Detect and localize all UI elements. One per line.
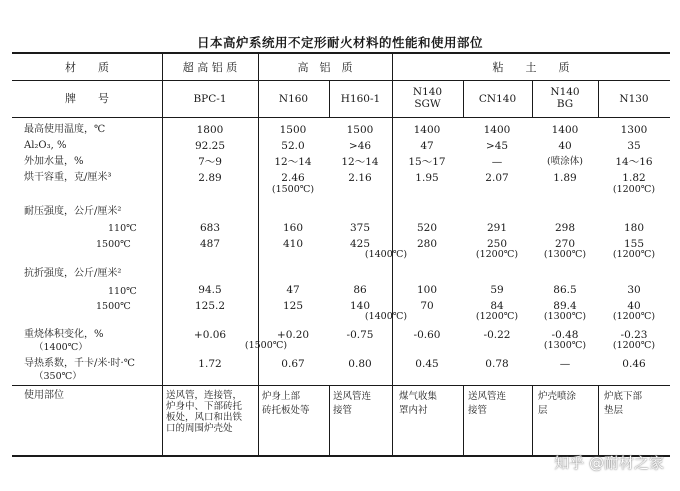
cell: —: [559, 358, 571, 370]
usage-line: 炉身上部: [262, 391, 301, 402]
grade-bpc1: BPC-1: [193, 93, 227, 105]
cell: -0.23: [620, 329, 648, 341]
usage-line: 炉底下部: [604, 391, 643, 402]
cell-note: (1300℃): [543, 249, 587, 260]
cell: 425: [349, 238, 371, 250]
label-water: 外加水量，%: [24, 156, 84, 167]
label-flexural: 抗折强度，公斤/厘米²: [24, 268, 122, 279]
cell: 35: [627, 140, 641, 152]
usage-line: 口的周围炉壳处: [166, 423, 233, 434]
cell: 375: [349, 222, 371, 234]
cell: 70: [420, 300, 434, 312]
usage-divider: [12, 385, 670, 386]
label-max-temp: 最高使用温度，℃: [24, 124, 106, 135]
cell: 0.80: [348, 358, 372, 370]
cell: 1.82: [622, 172, 646, 184]
usage-line: 板处，风口和出铁: [166, 412, 243, 423]
cell-note: (1200℃): [612, 249, 656, 260]
cell-note: (1500℃): [244, 340, 288, 351]
usage-line: 接管: [468, 405, 488, 416]
cell: 2.07: [485, 172, 509, 184]
grade-n130: N130: [619, 93, 649, 105]
cell: 30: [627, 284, 641, 296]
usage-line: 层: [538, 405, 548, 416]
cell: 86: [353, 284, 367, 296]
cell: 89.4: [553, 300, 577, 312]
cell: 14～16: [615, 156, 653, 168]
cell: —: [491, 156, 503, 168]
cell: 520: [416, 222, 438, 234]
cell: 1800: [196, 124, 224, 136]
usage-line: 送风管连: [468, 391, 507, 402]
grade-n140sgw-bottom: SGW: [414, 98, 441, 110]
cell-note: (1300℃): [543, 311, 587, 322]
cell: 86.5: [553, 284, 577, 296]
cell-note: (1400℃): [364, 249, 408, 260]
cell: 1.72: [198, 358, 222, 370]
cell: 0.45: [415, 358, 439, 370]
col-divider-label: [162, 54, 163, 455]
cell: 280: [416, 238, 438, 250]
group-high-alumina: 高 铝 质: [297, 61, 353, 74]
cell: 1300: [620, 124, 648, 136]
cell: 180: [623, 222, 645, 234]
cell: 92.25: [194, 140, 226, 152]
usage-line: 罩内衬: [399, 405, 428, 416]
cell-note: (1400℃): [364, 311, 408, 322]
usage-cn140: [468, 390, 506, 418]
grade-header: 牌 号: [65, 92, 109, 105]
label-reheat: 重烧体积变化，%: [24, 329, 104, 340]
usage-n140bg: [538, 390, 576, 418]
cell: 291: [486, 222, 508, 234]
cell: 0.46: [622, 358, 646, 370]
label-usage: 使用部位: [24, 390, 64, 401]
cell: 683: [199, 222, 221, 234]
cell: 40: [627, 300, 641, 312]
cell: 298: [554, 222, 576, 234]
usage-h160: [333, 390, 371, 418]
usage-line: 炉身中、下部砖托: [166, 401, 243, 412]
cell: 160: [282, 222, 304, 234]
cell: 94.5: [198, 284, 222, 296]
usage-line: 砖托板处等: [262, 405, 310, 416]
cell: 15～17: [408, 156, 446, 168]
label-comp-110: 110℃: [108, 223, 137, 234]
cell: 487: [199, 238, 221, 250]
label-thermal: 导热系数，千卡/米·时·℃: [24, 358, 135, 369]
label-flex-110: 110℃: [108, 286, 137, 297]
cell-note: (1200℃): [612, 340, 656, 351]
cell: (喷涂体): [547, 156, 583, 167]
col-divider-2-usage: [329, 385, 330, 455]
cell: 12～14: [341, 156, 379, 168]
grade-n140sgw-top: N140: [412, 86, 443, 98]
col-divider-4-usage: [463, 385, 464, 455]
cell-note: (1300℃): [543, 340, 587, 351]
cell: -0.60: [413, 329, 441, 341]
cell: 270: [554, 238, 576, 250]
cell: 52.0: [281, 140, 305, 152]
grade-n160: N160: [278, 93, 309, 105]
cell: 12～14: [274, 156, 312, 168]
usage-n160: [262, 390, 310, 418]
top-rule: [12, 52, 670, 54]
cell: +0.06: [193, 329, 227, 341]
cell-note: (1200℃): [475, 311, 519, 322]
col-divider-6-usage: [598, 385, 599, 455]
label-comp-1500: 1500℃: [96, 239, 131, 250]
group-ultra-high-alumina: 超 高 铝 质: [182, 61, 238, 74]
watermark: 知乎 @耐材之家: [554, 454, 664, 472]
cell: +0.20: [276, 329, 310, 341]
col-divider-5-usage: [532, 385, 533, 455]
cell: 1.95: [415, 172, 439, 184]
col-divider-1: [258, 54, 259, 455]
grade-n140bg-top: N140: [550, 86, 580, 98]
grade-cn140: CN140: [478, 93, 517, 105]
cell: 47: [286, 284, 300, 296]
cell: 1400: [483, 124, 511, 136]
cell: >46: [348, 140, 372, 152]
cell: 2.46: [281, 172, 305, 184]
cell-note: (1500℃): [271, 184, 315, 195]
grade-divider: [12, 117, 670, 118]
cell: 1.89: [553, 172, 577, 184]
cell: 2.16: [348, 172, 372, 184]
cell: -0.48: [551, 329, 579, 341]
usage-bpc1: [166, 390, 242, 434]
cell: 0.67: [281, 358, 305, 370]
usage-line: 送风管，连接管，: [166, 390, 243, 401]
grade-n140bg: [532, 86, 598, 110]
label-thermal-cond: （350℃）: [34, 371, 82, 382]
usage-line: 煤气收集: [399, 391, 438, 402]
usage-n130: [604, 390, 642, 418]
label-compressive: 耐压强度，公斤/厘米²: [24, 206, 122, 217]
label-flex-1500: 1500℃: [96, 301, 131, 312]
cell: 250: [486, 238, 508, 250]
grade-n140sgw: [392, 86, 463, 110]
cell: 155: [623, 238, 645, 250]
label-density: 烘干容重，克/厘米³: [24, 172, 112, 183]
grade-n140bg-bottom: BG: [556, 98, 574, 110]
label-reheat-cond: （1400℃）: [34, 342, 88, 353]
cell: 125: [282, 300, 304, 312]
cell: 410: [282, 238, 304, 250]
cell-note: (1200℃): [612, 311, 656, 322]
grade-h160: H160-1: [340, 93, 381, 105]
cell: 47: [420, 140, 434, 152]
table-title: 日本高炉系统用不定形耐火材料的性能和使用部位: [196, 35, 483, 50]
usage-line: 垫层: [604, 405, 624, 416]
group-clay: 粘 土 质: [492, 61, 570, 74]
cell: 59: [490, 284, 504, 296]
cell: 40: [558, 140, 572, 152]
cell: 7～9: [198, 156, 222, 168]
cell: 1500: [279, 124, 307, 136]
cell: 0.78: [485, 358, 509, 370]
header-divider: [12, 80, 670, 81]
usage-line: 接管: [333, 405, 353, 416]
cell: >45: [485, 140, 509, 152]
usage-line: 炉壳喷涂: [538, 391, 577, 402]
cell: 1400: [551, 124, 579, 136]
usage-n140sgw: [399, 390, 437, 418]
cell: 125.2: [194, 300, 226, 312]
cell: 100: [416, 284, 438, 296]
usage-line: 送风管连: [333, 391, 372, 402]
cell-note: (1200℃): [612, 184, 656, 195]
material-header: 材 质: [65, 61, 109, 74]
cell: 140: [349, 300, 371, 312]
cell: -0.22: [483, 329, 511, 341]
cell: 84: [490, 300, 504, 312]
label-al2o3: Al₂O₃, %: [24, 140, 67, 151]
cell-note: (1200℃): [475, 249, 519, 260]
cell: 2.89: [198, 172, 222, 184]
cell: -0.75: [346, 329, 374, 341]
cell: 1400: [413, 124, 441, 136]
cell: 1500: [346, 124, 374, 136]
